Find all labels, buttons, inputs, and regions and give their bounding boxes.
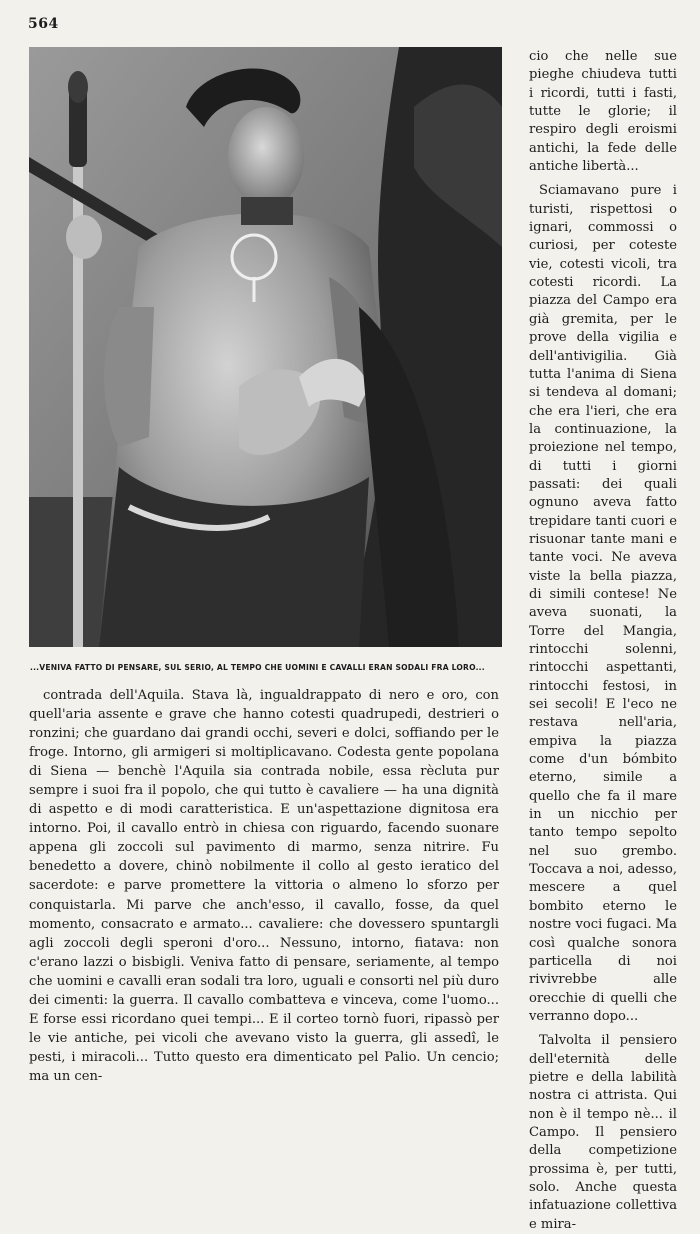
side-paragraph-2: Sciamavano pure i turisti, rispettosi o ignari, commossi o curiosi, per coteste vie, cotesti vicoli, tra cotesti ricordi. La piazza del Campo era già gremita, per le prove della vigilia e dell'antivigilia. Già tutta l'anima di Siena si tendeva al domani; che era l'ieri, che era la continuazione, la proiezione nel tempo, di tutti i giorni passati: dei quali ognuno aveva fatto trepidare tanti cuori e risuonar tante mani e tante voci. Ne aveva viste la bella piazza, di simili contese! Ne aveva suonati, la Torre del Mangia, rintocchi solenni, rintocchi aspettanti, rintocchi festosi, in sei secoli! E l'eco ne restava nell'aria, empiva la piazza come d'un bómbito eterno, simile a quello che fa il mare in un nicchio per tanto tempo sepolto nel suo grembo. Toccava a noi, adesso, mescere a quel bombito eterno le nostre voci fugaci. Ma così qualche sonora particella di noi rivivrebbe alle orecchie di quelli che verranno dopo... (529, 183, 677, 1024)
photograph-armored-rider (29, 47, 502, 647)
page-number: 564 (28, 16, 59, 32)
photograph-illustration (29, 47, 502, 647)
photo-caption: ...VENIVA FATTO DI PENSARE, SUL SERIO, AL TEMPO CHE UOMINI E CAVALLI ERAN SODALI FRA LORO... (30, 663, 485, 672)
side-paragraph-3: Talvolta il pensiero dell'eternità delle pietre e della labilità nostra ci attrista. Qui non è il tempo nè... il Campo. Il pensiero della competizione prossima è, per tutti, solo. Anche questa infatuazione collettiva e mira- (529, 1033, 677, 1232)
main-body-paragraph: contrada dell'Aquila. Stava là, ingualdrappato di nero e oro, con quell'aria assente e grave che hanno cotesti quadrupedi, destrieri o ronzini; che guardano dai grandi occhi, severi e dolci, soffiando per le froge. Intorno, gli armigeri si moltiplicavano. Codesta gente popolana di Siena — benchè l'Aquila sia contrada nobile, essa rècluta pur sempre i suoi fra il popolo, che qui tutto è cavaliere — ha una dignità di aspetto e di modi caratteristica. E un'aspettazione dignitosa era intorno. Poi, il cavallo entrò in chiesa con riguardo, facendo suonare appena gli zoccoli sul pavimento di marmo, senza nitrire. Fu benedetto a dovere, chinò nobilmente il collo al gesto ieratico del sacerdote: e parve promettere la vittoria o almeno lo sforzo per conquistarla. Mi parve che anch'esso, il cavallo, fosse, da quel momento, consacrato e armato... cavaliere: che dovessero spuntargli agli zoccoli degli speroni d'oro... Nessuno, intorno, fiatava: non c'erano lazzi o bisbigli. Veniva fatto di pensare, seriamente, al tempo che uomini e cavalli eran sodali tra loro, uguali e consorti nel più duro dei cimenti: la guerra. Il cavallo combatteva e vinceva, come l'uomo... E forse essi ricordano quei tempi... E il corteo tornò fuori, ripassò per le vie antiche, pei vicoli che avevano visto la guerra, gli assedî, le pesti, i miracoli... Tutto questo era dimenticato pel Palio. Un cencio; ma un cen- (29, 688, 499, 1084)
side-paragraph-1: cio che nelle sue pieghe chiudeva tutti i ricordi, tutti i fasti, tutte le glorie; il respiro degli eroismi antichi, la fede delle antiche libertà... (529, 49, 677, 175)
side-column (529, 48, 677, 1234)
